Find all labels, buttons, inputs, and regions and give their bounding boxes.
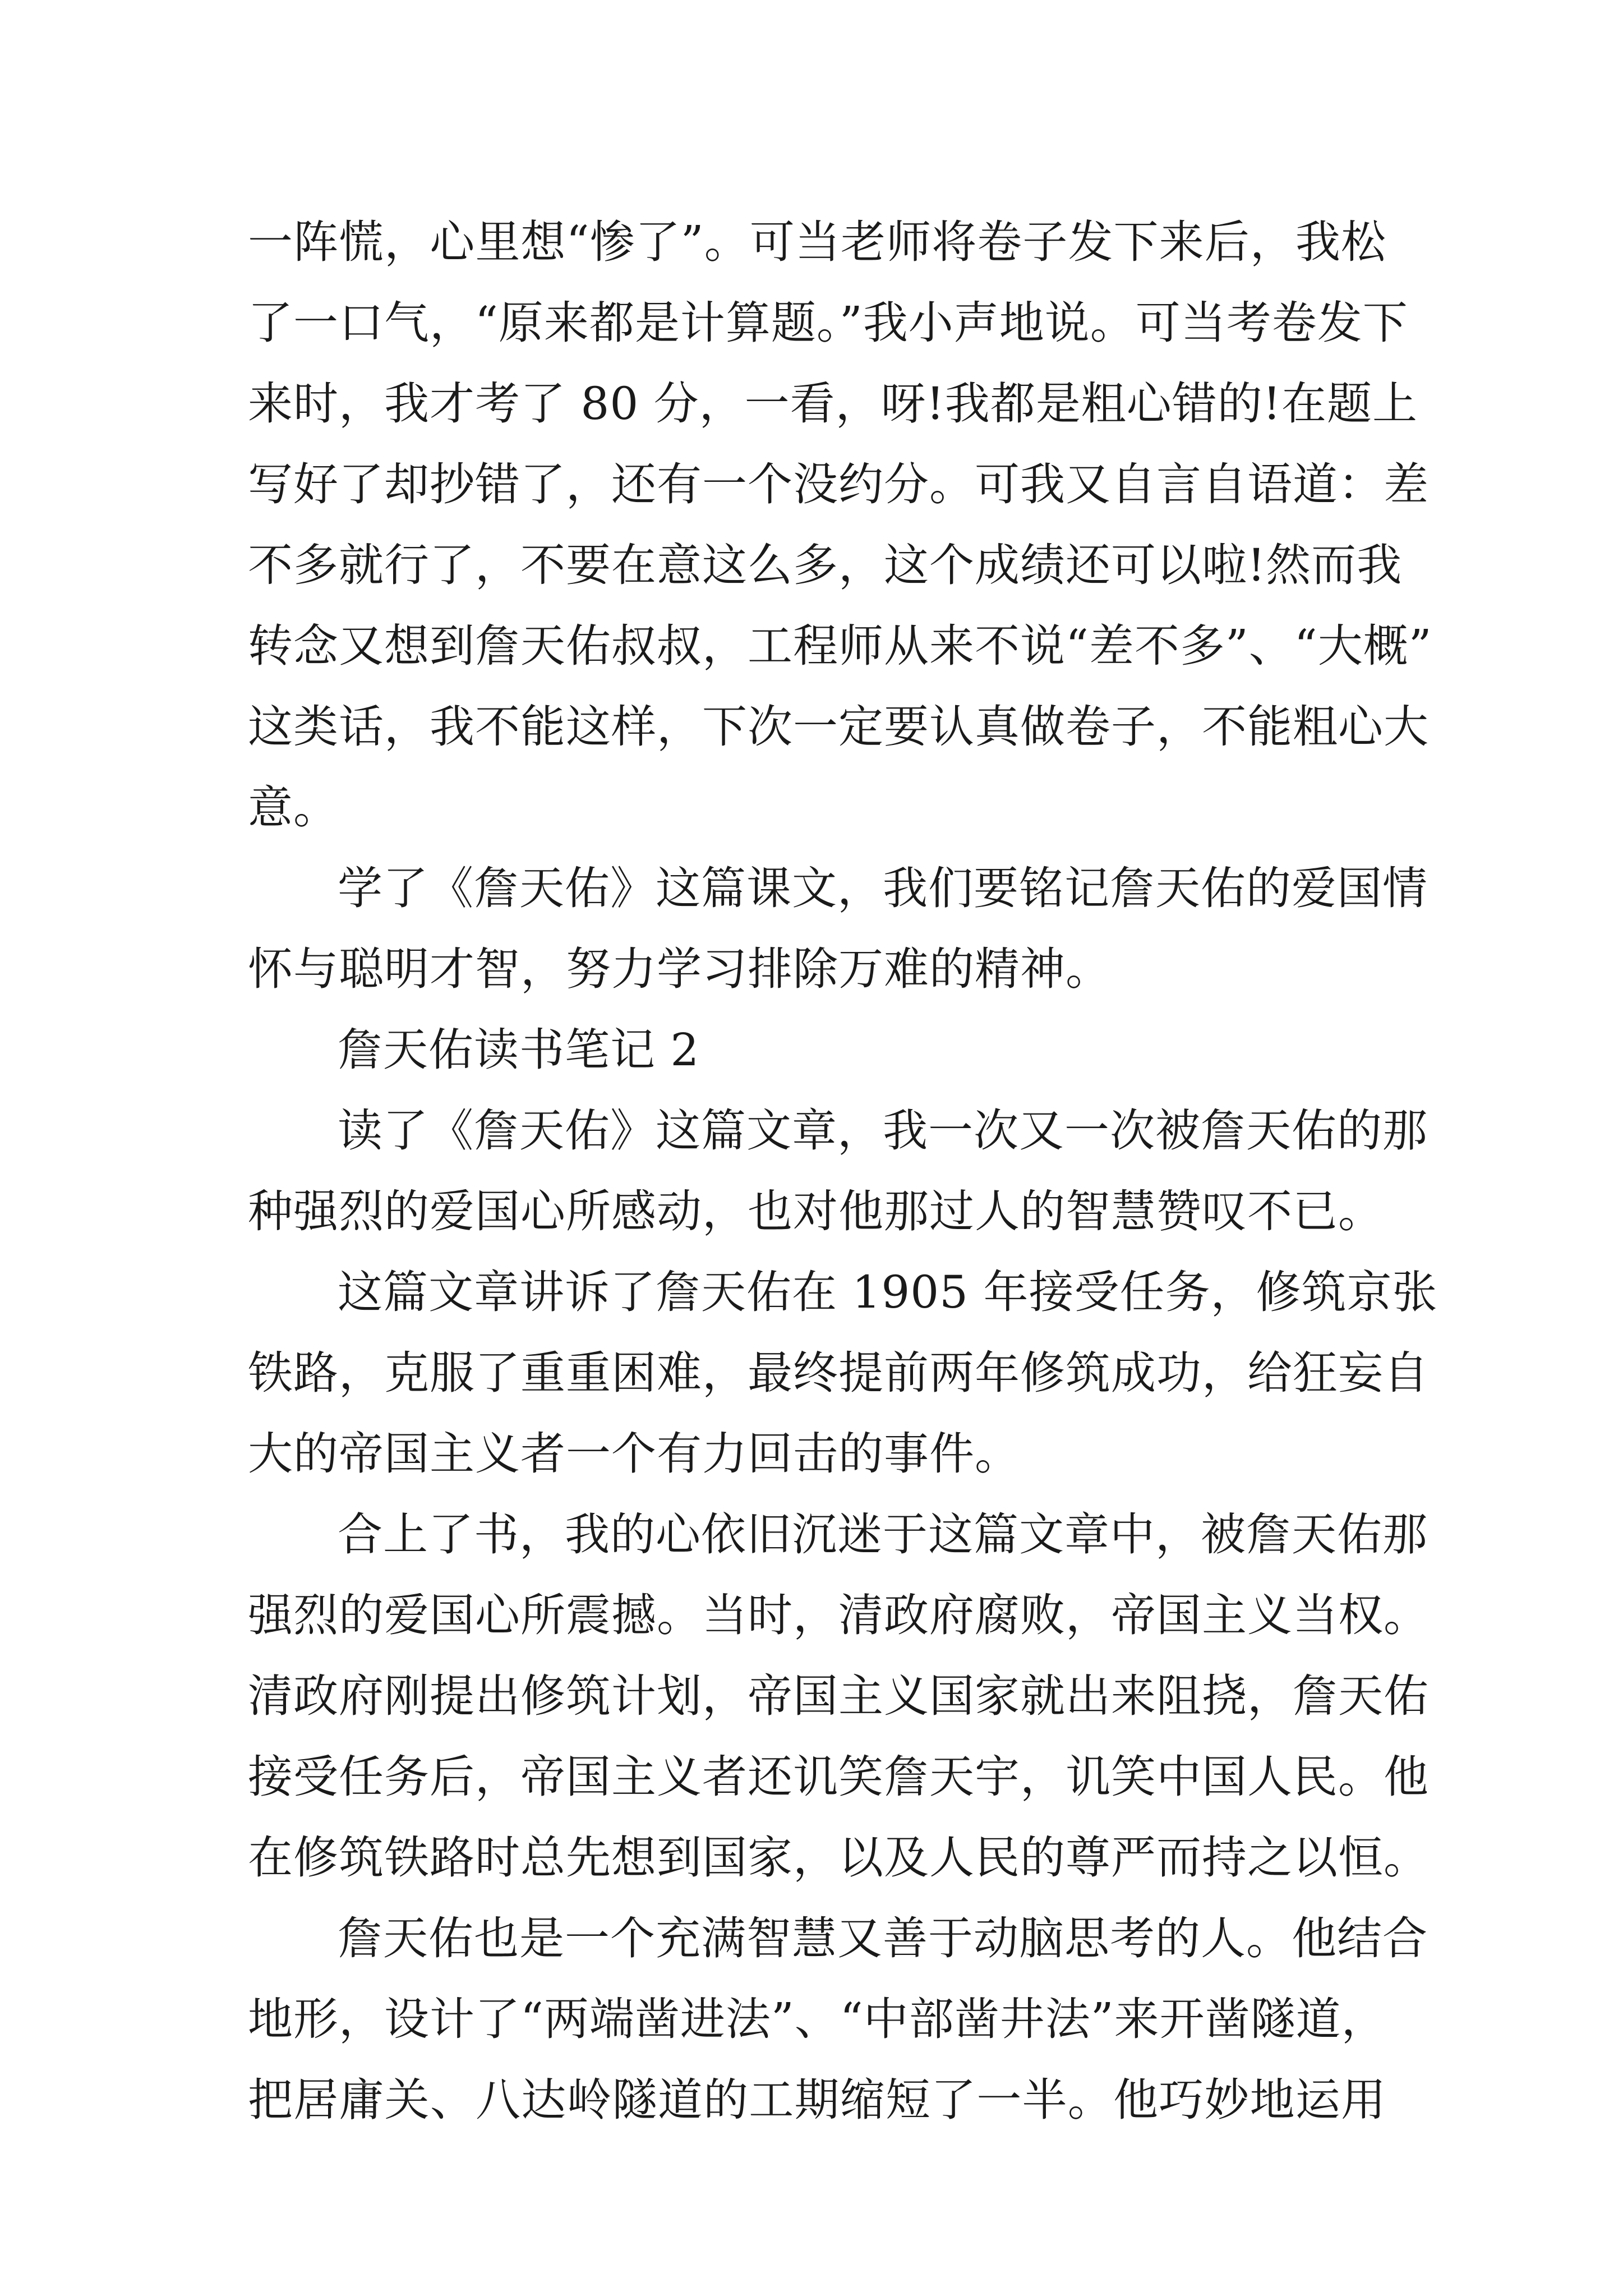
text-line: 地形，设计了“两端凿进法”、“中部凿井法”来开凿隧道，: [248, 1993, 1387, 2045]
text-line: 铁路，克服了重重困难，最终提前两年修筑成功，给狂妄自: [248, 1347, 1429, 1399]
text-line: 大的帝国主义者一个有力回击的事件。: [248, 1428, 1020, 1480]
text-line: 不多就行了，不要在意这么多，这个成绩还可以啦!然而我: [248, 539, 1403, 591]
text-line: 写好了却抄错了，还有一个没约分。可我又自言自语道：差: [248, 458, 1429, 510]
text-line: 接受任务后，帝国主义者还讥笑詹天宇，讥笑中国人民。他: [248, 1751, 1429, 1803]
text-line: 一阵慌，心里想“惨了”。可当老师将卷子发下来后，我松: [248, 216, 1386, 268]
text-line: 学了《詹天佑》这篇课文，我们要铭记詹天佑的爱国情: [338, 862, 1428, 914]
text-line: 这篇文章讲诉了詹天佑在 1905 年接受任务，修筑京张: [338, 1266, 1438, 1318]
document-body: [248, 202, 1438, 2141]
text-line: 清政府刚提出修筑计划，帝国主义国家就出来阻挠，詹天佑: [248, 1670, 1429, 1722]
text-line: 詹天佑读书笔记 2: [338, 1024, 700, 1076]
text-line: 在修筑铁路时总先想到国家，以及人民的尊严而持之以恒。: [248, 1832, 1429, 1884]
text-line: 意。: [248, 781, 339, 834]
text-line: 强烈的爱国心所震撼。当时，清政府腐败，帝国主义当权。: [248, 1589, 1429, 1641]
text-line: 詹天佑也是一个充满智慧又善于动脑思考的人。他结合: [338, 1912, 1428, 1964]
text-line: 把居庸关、八达岭隧道的工期缩短了一半。他巧妙地运用: [248, 2074, 1386, 2126]
text-line: 读了《詹天佑》这篇文章，我一次又一次被詹天佑的那: [338, 1105, 1428, 1157]
text-line: 转念又想到詹天佑叔叔，工程师从来不说“差不多”、“大概”: [248, 620, 1432, 672]
text-line: 合上了书，我的心依旧沉迷于这篇文章中，被詹天佑那: [338, 1508, 1428, 1561]
text-line: 怀与聪明才智，努力学习排除万难的精神。: [248, 943, 1111, 995]
text-line: 种强烈的爱国心所感动，也对他那过人的智慧赞叹不已。: [248, 1185, 1384, 1237]
text-line: 来时，我才考了 80 分，一看，呀!我都是粗心错的!在题上: [248, 378, 1418, 430]
text-line: 了一口气，“原来都是计算题。”我小声地说。可当考卷发下: [248, 297, 1408, 349]
text-line: 这类话，我不能这样，下次一定要认真做卷子，不能粗心大: [248, 701, 1429, 753]
